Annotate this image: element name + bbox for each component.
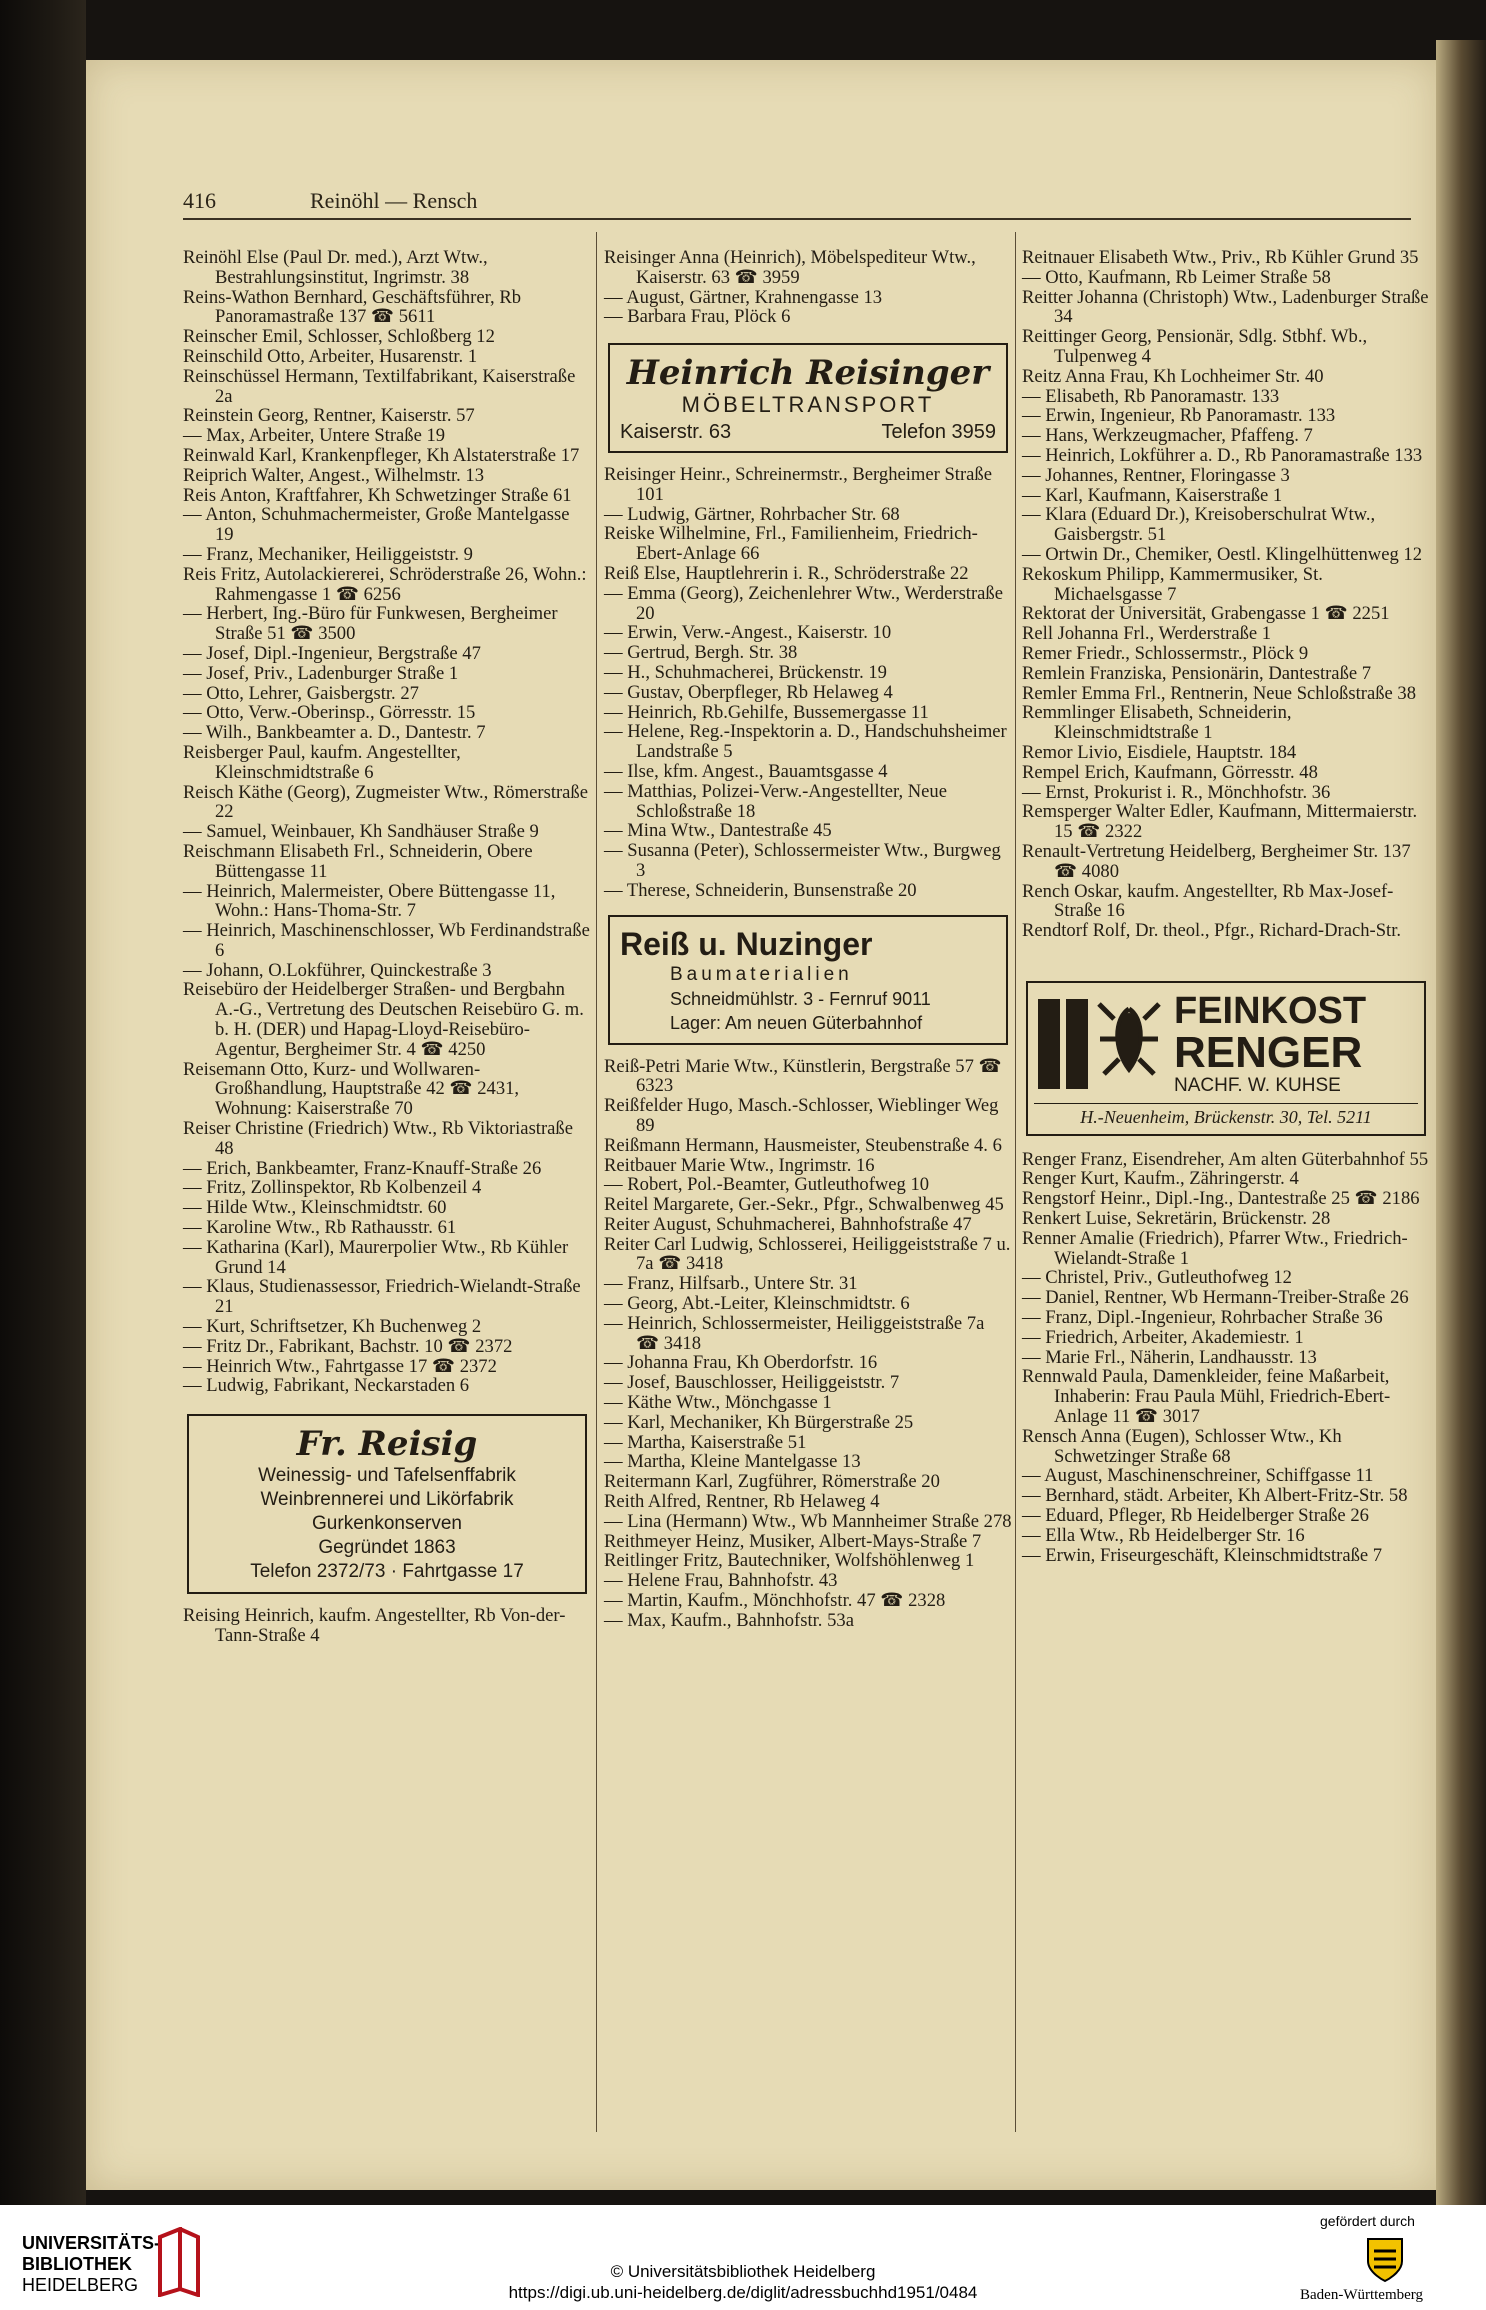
- entry-list: [183, 1606, 591, 1646]
- directory-entry: Reiprich Walter, Angest., Wilhelmstr. 13: [183, 464, 485, 486]
- ad-reisinger-name: Heinrich Reisinger: [626, 353, 990, 394]
- directory-entry: Rench Oskar, kaufm. Angestellter, Rb Max-Josef-Straße 16: [1022, 880, 1394, 922]
- directory-entry: — Susanna (Peter), Schlossermeister Wtw., Burgweg 3: [604, 840, 1001, 881]
- directory-entry: — Martha, Kaiserstraße 51: [604, 1431, 807, 1453]
- directory-entry: Rempel Erich, Kaufmann, Görresstr. 48: [1022, 761, 1318, 783]
- directory-entry: — Eduard, Pfleger, Rb Heidelberger Straße 26: [1022, 1505, 1369, 1527]
- directory-entry: — Ludwig, Fabrikant, Neckarstaden 6: [183, 1375, 470, 1397]
- ad-text: Gurkenkonserven: [312, 1513, 462, 1535]
- column-divider: [1015, 232, 1016, 2132]
- library-name: HEIDELBERG: [22, 2275, 139, 2295]
- directory-entry: Reittinger Georg, Pensionär, Sdlg. Stbhf. Wb., Tulpenweg 4: [1022, 326, 1368, 367]
- directory-entry: Reitz Anna Frau, Kh Lochheimer Str. 40: [1022, 365, 1324, 387]
- directory-entry: Reising Heinrich, kaufm. Angestellter, Rb Von-der-Tann-Straße 4: [183, 1605, 566, 1647]
- directory-entry: — Wilh., Bankbeamter a. D., Dantestr. 7: [183, 722, 486, 744]
- directory-entry: Reiter Carl Ludwig, Schlosserei, Heiliggeiststraße 7 u. 7a ☎ 3418: [604, 1233, 1011, 1275]
- directory-entry: Reinöhl Else (Paul Dr. med.), Arzt Wtw., Bestrahlungsinstitut, Ingrimstr. 38: [183, 247, 488, 288]
- page-edge: [1436, 40, 1486, 2205]
- directory-entry: — Fritz Dr., Fabrikant, Bachstr. 10 ☎ 2372: [183, 1335, 513, 1357]
- source-url[interactable]: https://digi.ub.uni-heidelberg.de/diglit/adressbuchhd1951/0484: [508, 2283, 978, 2302]
- directory-entry: — Erich, Bankbeamter, Franz-Knauff-Straße 26: [183, 1157, 542, 1179]
- directory-entry: — Josef, Dipl.-Ingenieur, Bergstraße 47: [183, 642, 481, 664]
- directory-entry: — Otto, Verw.-Oberinsp., Görresstr. 15: [183, 702, 476, 724]
- directory-entry: Reinwald Karl, Krankenpfleger, Kh Alstaterstraße 17: [183, 444, 580, 466]
- directory-entry: Reinscher Emil, Schlosser, Schloßberg 12: [183, 326, 495, 348]
- directory-entry: — Martin, Kaufm., Mönchhofstr. 47 ☎ 2328: [604, 1590, 946, 1612]
- directory-entry: Reitermann Karl, Zugführer, Römerstraße 20: [604, 1471, 940, 1493]
- directory-entry: — Herbert, Ing.-Büro für Funkwesen, Bergheimer Straße 51 ☎ 3500: [183, 603, 558, 645]
- directory-entry: Reiß-Petri Marie Wtw., Künstlerin, Bergstraße 57 ☎ 6323: [604, 1055, 1002, 1097]
- directory-entry: — Franz, Mechaniker, Heiliggeiststr. 9: [183, 543, 473, 565]
- ad-text: H.-Neuenheim, Brückenstr. 30, Tel. 5211: [1034, 1103, 1418, 1128]
- directory-entry: — Ludwig, Gärtner, Rohrbacher Str. 68: [604, 503, 900, 525]
- directory-entry: — Gustav, Oberpfleger, Rb Helaweg 4: [604, 681, 893, 703]
- directory-entry: Reisch Käthe (Georg), Zugmeister Wtw., Römerstraße 22: [183, 781, 588, 823]
- lobster-logo-icon: [1034, 989, 1174, 1099]
- directory-entry: Rennwald Paula, Damenkleider, feine Maßarbeit, Inhaberin: Frau Paula Mühl, Friedrich-Ebert-Anlage 11 ☎ 3017: [1022, 1366, 1391, 1428]
- ad-reisig: [187, 1414, 587, 1594]
- directory-entry: — Karl, Mechaniker, Kh Bürgerstraße 25: [604, 1411, 914, 1433]
- ad-text: Telefon 2372/73 · Fahrtgasse 17: [250, 1561, 524, 1583]
- directory-entry: — Martha, Kleine Mantelgasse 13: [604, 1451, 861, 1473]
- directory-entry: — Georg, Abt.-Leiter, Kleinschmidtstr. 6: [604, 1293, 910, 1315]
- library-name: BIBLIOTHEK: [22, 2254, 132, 2274]
- directory-entry: Reisemann Otto, Kurz- und Wollwaren-Großhandlung, Hauptstraße 42 ☎ 2431, Wohnung: Kaiserstraße 70: [183, 1058, 520, 1120]
- directory-entry: — Käthe Wtw., Mönchgasse 1: [604, 1392, 832, 1414]
- directory-entry: — Samuel, Weinbauer, Kh Sandhäuser Straße 9: [183, 821, 539, 843]
- footer-bar: [0, 2205, 1486, 2310]
- directory-entry: — Emma (Georg), Zeichenlehrer Wtw., Werderstraße 20: [604, 582, 1003, 624]
- directory-entry: — Barbara Frau, Plöck 6: [604, 306, 791, 328]
- directory-entry: Remsperger Walter Edler, Kaufmann, Mittermaierstr. 15 ☎ 2322: [1022, 801, 1418, 843]
- directory-entry: Rekoskum Philipp, Kammermusiker, St. Michaelsgasse 7: [1022, 563, 1323, 605]
- ad-text: FEINKOST: [1174, 989, 1367, 1032]
- book-spine: [0, 0, 86, 2205]
- directory-entry: Reiter August, Schuhmacherei, Bahnhofstraße 47: [604, 1213, 972, 1235]
- directory-entry: — Max, Arbeiter, Untere Straße 19: [183, 425, 446, 447]
- directory-entry: — Robert, Pol.-Beamter, Gutleuthofweg 10: [604, 1174, 930, 1196]
- directory-entry: Rensch Anna (Eugen), Schlosser Wtw., Kh Schwetzinger Straße 68: [1022, 1425, 1342, 1467]
- ad-reisinger: [608, 343, 1008, 453]
- ad-text: Kaiserstr. 63: [620, 421, 732, 444]
- directory-entry: Reiser Christine (Friedrich) Wtw., Rb Viktoriastraße 48: [183, 1118, 573, 1159]
- directory-entry: Reitlinger Fritz, Bautechniker, Wolfshöhlenweg 1: [604, 1550, 975, 1572]
- entry-list: [604, 248, 1012, 327]
- directory-entry: Rell Johanna Frl., Werderstraße 1: [1022, 623, 1272, 645]
- directory-entry: Renger Kurt, Kaufm., Zähringerstr. 4: [1022, 1168, 1299, 1190]
- directory-entry: — Josef, Priv., Ladenburger Straße 1: [183, 662, 459, 684]
- directory-entry: Reisinger Anna (Heinrich), Möbelspediteur Wtw., Kaiserstr. 63 ☎ 3959: [604, 247, 976, 288]
- directory-entry: Reinschüssel Hermann, Textilfabrikant, Kaiserstraße 2a: [183, 365, 576, 407]
- directory-entry: — Christel, Priv., Gutleuthofweg 12: [1022, 1267, 1292, 1289]
- directory-entry: — Hilde Wtw., Kleinschmidtstr. 60: [183, 1197, 447, 1219]
- directory-entry: — Helene Frau, Bahnhofstr. 43: [604, 1570, 838, 1592]
- directory-entry: — Ernst, Prokurist i. R., Mönchhofstr. 36: [1022, 781, 1331, 803]
- directory-entry: Reisberger Paul, kaufm. Angestellter, Kleinschmidtstraße 6: [183, 741, 461, 783]
- copyright-text: © Universitätsbibliothek Heidelberg: [610, 2262, 876, 2281]
- directory-entry: — Karoline Wtw., Rb Rathausstr. 61: [183, 1217, 457, 1239]
- ad-text: Baumaterialien: [670, 963, 853, 985]
- directory-entry: — Ella Wtw., Rb Heidelberger Str. 16: [1022, 1524, 1305, 1546]
- directory-entry: Reisinger Heinr., Schreinermstr., Bergheimer Straße 101: [604, 463, 992, 505]
- directory-entry: — Fritz, Zollinspektor, Rb Kolbenzeil 4: [183, 1177, 482, 1199]
- directory-entry: Renkert Luise, Sekretärin, Brückenstr. 28: [1022, 1208, 1331, 1230]
- directory-entry: — Daniel, Rentner, Wb Hermann-Treiber-Straße 26: [1022, 1287, 1409, 1309]
- directory-entry: Renault-Vertretung Heidelberg, Bergheimer Str. 137 ☎ 4080: [1022, 840, 1411, 882]
- directory-entry: — Bernhard, städt. Arbeiter, Kh Albert-Fritz-Str. 58: [1022, 1485, 1408, 1507]
- directory-entry: — Heinrich, Lokführer a. D., Rb Panoramastraße 133: [1022, 444, 1423, 466]
- ad-text: Gegründet 1863: [318, 1537, 456, 1559]
- funded-by-label: gefördert durch: [1320, 2213, 1415, 2229]
- directory-entry: — August, Maschinenschreiner, Schiffgasse 11: [1022, 1465, 1374, 1487]
- directory-entry: — Friedrich, Arbeiter, Akademiestr. 1: [1022, 1326, 1304, 1348]
- directory-entry: Reitnauer Elisabeth Wtw., Priv., Rb Kühler Grund 35: [1022, 247, 1419, 268]
- directory-entry: — Johanna Frau, Kh Oberdorfstr. 16: [604, 1352, 878, 1374]
- directory-entry: — Josef, Bauschlosser, Heiliggeiststr. 7: [604, 1372, 900, 1394]
- directory-entry: Remer Friedr., Schlossermstr., Plöck 9: [1022, 642, 1309, 664]
- directory-entry: — Ortwin Dr., Chemiker, Oestl. Klingelhüttenweg 12: [1022, 543, 1422, 565]
- entry-list: [604, 465, 1012, 901]
- directory-entry: Rendtorf Rolf, Dr. theol., Pfgr., Richard-Drach-Str.: [1022, 920, 1402, 942]
- directory-entry: — Heinrich, Malermeister, Obere Büttengasse 11, Wohn.: Hans-Thoma-Str. 7: [183, 880, 556, 922]
- directory-entry: Reißmann Hermann, Hausmeister, Steubenstraße 4. 6: [604, 1134, 1002, 1156]
- entry-list: [183, 248, 591, 1396]
- directory-entry: Reitbauer Marie Wtw., Ingrimstr. 16: [604, 1154, 875, 1176]
- directory-entry: Rengstorf Heinr., Dipl.-Ing., Dantestraße 25 ☎ 2186: [1022, 1188, 1420, 1210]
- directory-entry: — Heinrich Wtw., Fahrtgasse 17 ☎ 2372: [183, 1355, 497, 1377]
- entry-list: [1022, 1150, 1430, 1566]
- directory-entry: — Johann, O.Lokführer, Quinckestraße 3: [183, 959, 492, 981]
- column-divider: [596, 232, 597, 2132]
- ad-text: Schneidmühlstr. 3 - Fernruf 9011: [670, 988, 931, 1009]
- directory-entry: — Johannes, Rentner, Floringasse 3: [1022, 464, 1290, 486]
- directory-entry: Reitter Johanna (Christoph) Wtw., Ladenburger Straße 34: [1022, 286, 1429, 328]
- directory-entry: — Erwin, Friseurgeschäft, Kleinschmidtstraße 7: [1022, 1544, 1383, 1566]
- page-header: [0, 123, 1486, 163]
- ad-reisig-name: Fr. Reisig: [296, 1424, 478, 1465]
- directory-entry: — Karl, Kaufmann, Kaiserstraße 1: [1022, 484, 1283, 506]
- directory-entry: — Heinrich, Rb.Gehilfe, Bussemergasse 11: [604, 701, 929, 723]
- directory-entry: — Ilse, kfm. Angest., Bauamtsgasse 4: [604, 760, 888, 782]
- directory-entry: Reitel Margarete, Ger.-Sekr., Pfgr., Schwalbenweg 45: [604, 1194, 1004, 1216]
- page-number: 416: [183, 188, 216, 213]
- directory-entry: — Katharina (Karl), Maurerpolier Wtw., Rb Kühler Grund 14: [183, 1236, 569, 1278]
- directory-entry: Reisebüro der Heidelberger Straßen- und Bergbahn A.-G., Vertretung des Deutschen Reisebüro G. m. b. H. (DER) und Hapag-Lloyd-Reisebüro-Agentur, Bergheimer Str. 4 ☎ 4250: [183, 979, 584, 1060]
- ad-text: RENGER: [1174, 1027, 1363, 1077]
- column-1: [183, 248, 591, 1646]
- directory-entry: — Otto, Kaufmann, Rb Leimer Straße 58: [1022, 266, 1331, 288]
- ad-text: NACHF. W. KUHSE: [1174, 1074, 1341, 1096]
- directory-entry: Reinstein Georg, Rentner, Kaiserstr. 57: [183, 405, 475, 427]
- column-2: [604, 248, 1012, 1631]
- directory-entry: Reithmeyer Heinz, Musiker, Albert-Mays-Straße 7: [604, 1530, 982, 1552]
- directory-entry: — Elisabeth, Rb Panoramastr. 133: [1022, 385, 1280, 407]
- directory-entry: — Heinrich, Maschinenschlosser, Wb Ferdinandstraße 6: [183, 920, 590, 961]
- directory-entry: Reiske Wilhelmine, Frl., Familienheim, Friedrich-Ebert-Anlage 66: [604, 523, 978, 565]
- directory-entry: Remlein Franziska, Pensionärin, Dantestraße 7: [1022, 662, 1372, 684]
- directory-entry: Remor Livio, Eisdiele, Hauptstr. 184: [1022, 741, 1297, 763]
- directory-entry: Renger Franz, Eisendreher, Am alten Güterbahnhof 55: [1022, 1148, 1429, 1170]
- directory-entry: — Anton, Schuhmachermeister, Große Mantelgasse 19: [183, 504, 570, 546]
- directory-entry: — Lina (Hermann) Wtw., Wb Mannheimer Straße 278: [604, 1510, 1012, 1532]
- directory-entry: Rektorat der Universität, Grabengasse 1 ☎ 2251: [1022, 603, 1390, 625]
- directory-entry: Reinschild Otto, Arbeiter, Husarenstr. 1: [183, 345, 478, 367]
- directory-entry: — Klaus, Studienassessor, Friedrich-Wielandt-Straße 21: [183, 1276, 581, 1318]
- directory-entry: — Therese, Schneiderin, Bunsenstraße 20: [604, 879, 917, 901]
- directory-entry: Reiß Else, Hauptlehrerin i. R., Schröderstraße 22: [604, 562, 969, 584]
- directory-entry: — Franz, Hilfsarb., Untere Str. 31: [604, 1273, 858, 1295]
- directory-entry: — Kurt, Schriftsetzer, Kh Buchenweg 2: [183, 1316, 482, 1338]
- coat-of-arms-icon: [1360, 2233, 1410, 2283]
- ad-reiss-nuzinger: [608, 915, 1008, 1045]
- directory-entry: — Klara (Eduard Dr.), Kreisoberschulrat Wtw., Gaisbergstr. 51: [1022, 504, 1376, 546]
- directory-entry: Renner Amalie (Friedrich), Pfarrer Wtw., Friedrich-Wielandt-Straße 1: [1022, 1227, 1408, 1269]
- directory-entry: Reith Alfred, Rentner, Rb Helaweg 4: [604, 1491, 880, 1513]
- directory-entry: — Mina Wtw., Dantestraße 45: [604, 820, 832, 842]
- directory-entry: Reis Anton, Kraftfahrer, Kh Schwetzinger Straße 61: [183, 484, 572, 506]
- directory-entry: — Marie Frl., Näherin, Landhausstr. 13: [1022, 1346, 1317, 1368]
- directory-entry: — Heinrich, Schlossermeister, Heiliggeiststraße 7a ☎ 3418: [604, 1312, 985, 1354]
- directory-entry: Reischmann Elisabeth Frl., Schneiderin, Obere Büttengasse 11: [183, 840, 533, 882]
- directory-entry: Reis Fritz, Autolackiererei, Schröderstraße 26, Wohn.: Rahmengasse 1 ☎ 6256: [183, 563, 587, 605]
- directory-entry: Remler Emma Frl., Rentnerin, Neue Schloßstraße 38: [1022, 682, 1416, 704]
- funder-name: Baden-Württemberg: [1300, 2287, 1424, 2303]
- ad-text: Telefon 3959: [881, 421, 996, 444]
- column-3: [1022, 248, 1430, 1565]
- directory-entry: — Franz, Dipl.-Ingenieur, Rohrbacher Straße 36: [1022, 1307, 1383, 1329]
- directory-entry: — Gertrud, Bergh. Str. 38: [604, 642, 798, 664]
- directory-entry: — Helene, Reg.-Inspektorin a. D., Handschuhsheimer Landstraße 5: [604, 721, 1007, 763]
- entry-list: [1022, 248, 1430, 941]
- entry-list: [604, 1057, 1012, 1631]
- directory-entry: Reins-Wathon Bernhard, Geschäftsführer, Rb Panoramastraße 137 ☎ 5611: [183, 286, 522, 328]
- ad-text: MÖBELTRANSPORT: [681, 392, 935, 418]
- library-name: UNIVERSITÄTS-: [22, 2233, 161, 2253]
- directory-entry: — H., Schuhmacherei, Brückenstr. 19: [604, 661, 887, 683]
- directory-entry: — Otto, Lehrer, Gaisbergstr. 27: [183, 682, 419, 704]
- directory-entry: — Erwin, Verw.-Angest., Kaiserstr. 10: [604, 622, 892, 644]
- directory-entry: — August, Gärtner, Krahnengasse 13: [604, 286, 883, 308]
- ad-text: Weinessig- und Tafelsenffabrik: [258, 1465, 516, 1487]
- header-rule: [183, 218, 1411, 220]
- directory-entry: Reißfelder Hugo, Masch.-Schlosser, Wieblinger Weg 89: [604, 1095, 999, 1136]
- running-head: Reinöhl — Rensch: [310, 188, 478, 213]
- directory-entry: — Hans, Werkzeugmacher, Pfaffeng. 7: [1022, 425, 1313, 447]
- ad-text: Lager: Am neuen Güterbahnhof: [670, 1012, 923, 1033]
- directory-entry: — Erwin, Ingenieur, Rb Panoramastr. 133: [1022, 405, 1336, 427]
- ad-reiss-name: Reiß u. Nuzinger: [620, 925, 873, 962]
- ad-feinkost-renger: [1026, 981, 1426, 1136]
- directory-entry: — Matthias, Polizei-Verw.-Angestellter, Neue Schloßstraße 18: [604, 780, 947, 822]
- directory-entry: — Max, Kaufm., Bahnhofstr. 53a: [604, 1609, 854, 1631]
- directory-entry: Remmlinger Elisabeth, Schneiderin, Kleinschmidtstraße 1: [1022, 702, 1292, 744]
- ad-text: Weinbrennerei und Likörfabrik: [260, 1489, 514, 1511]
